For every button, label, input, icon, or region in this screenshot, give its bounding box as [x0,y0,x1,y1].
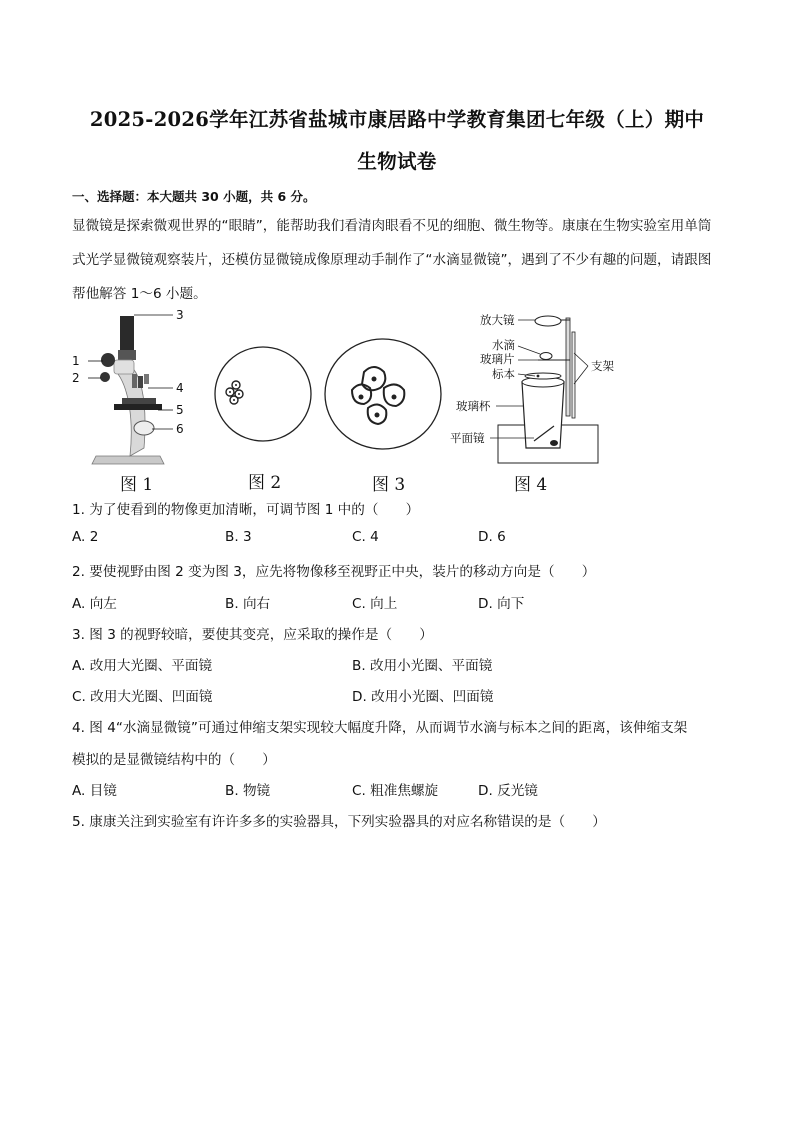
fig3-caption: 图 3 [372,475,406,495]
question-1-option-d[interactable]: D. 6 [478,529,506,545]
fig4-label-glass-slide: 玻璃片 [480,352,515,366]
question-2-stem: 2. 要使视野由图 2 变为图 3，应先将物像移至视野正中央，装片的移动方向是（ ） [72,564,596,580]
question-3-option-b[interactable]: B. 改用小光圈、平面镜 [352,658,493,674]
view-field-figure-2 [215,347,311,441]
fig1-label-2: 2 [72,371,80,385]
fig1-label-3: 3 [176,308,184,322]
intro-paragraph: 显微镜是探索微观世界的“眼睛”，能帮助我们看清肉眼看不见的细胞、微生物等。康康在生物实验室用单筒式光学显微镜观察装片，还模仿显微镜成像原理动手制作了“水滴显微镜”，遇到了不少有趣的问题，请跟图帮他解答 1～6 小题。 [72,218,712,302]
fig4-label-plane-mirror: 平面镜 [450,431,485,445]
question-4-stem-line1: 4. 图 4“水滴显微镜”可通过伸缩支架实现较大幅度升降，从而调节水滴与标本之间的距离，该伸缩支架 [72,720,688,736]
question-4-option-a[interactable]: A. 目镜 [72,783,117,799]
fig1-label-5: 5 [176,403,184,417]
question-4-stem-line2: 模拟的是显微镜结构中的（ ） [72,752,276,768]
fig1-caption: 图 1 [120,475,154,495]
question-2-option-d[interactable]: D. 向下 [478,596,525,612]
fig4-label-specimen: 标本 [492,367,515,381]
question-4-option-c[interactable]: C. 粗准焦螺旋 [352,783,439,799]
question-1-option-c[interactable]: C. 4 [352,529,379,545]
microscope-figure [72,308,184,464]
question-3-option-c[interactable]: C. 改用大光圈、凹面镜 [72,689,213,705]
fig4-label-glass-cup: 玻璃杯 [456,399,491,413]
question-3-stem: 3. 图 3 的视野较暗，要使其变亮，应采取的操作是（ ） [72,627,433,643]
question-3-option-d[interactable]: D. 改用小光圈、凹面镜 [352,689,494,705]
fig4-label-water-drop: 水滴 [492,338,515,352]
question-2-option-c[interactable]: C. 向上 [352,596,398,612]
fig4-caption: 图 4 [514,475,548,495]
question-1-option-a[interactable]: A. 2 [72,529,99,545]
view-field-figure-3 [325,339,441,449]
fig1-label-1: 1 [72,354,80,368]
exam-title-line1: 2025-2026学年江苏省盐城市康居路中学教育集团七年级（上）期中 [89,108,705,131]
question-4-option-d[interactable]: D. 反光镜 [478,783,538,799]
fig1-label-4: 4 [176,381,184,395]
section-heading: 一、选择题：本大题共 30 小题，共 6 分。 [72,189,316,204]
exam-title-line2: 生物试卷 [357,150,437,173]
figures-svg [72,308,614,493]
fig4-label-magnifier: 放大镜 [480,313,515,327]
question-5-stem: 5. 康康关注到实验室有许许多多的实验器具，下列实验器具的对应名称错误的是（ ） [72,814,606,830]
question-1-stem: 1. 为了使看到的物像更加清晰，可调节图 1 中的（ ） [72,502,420,518]
question-2-option-b[interactable]: B. 向右 [225,596,271,612]
fig4-label-support: 支架 [591,359,614,373]
fig2-caption: 图 2 [248,473,282,493]
water-drop-microscope-figure [450,313,614,463]
figure-row [72,308,614,495]
question-2-option-a[interactable]: A. 向左 [72,596,117,612]
question-4-option-b[interactable]: B. 物镜 [225,783,271,799]
question-3-option-a[interactable]: A. 改用大光圈、平面镜 [72,658,213,674]
question-1-option-b[interactable]: B. 3 [225,529,252,545]
fig1-label-6: 6 [176,422,184,436]
